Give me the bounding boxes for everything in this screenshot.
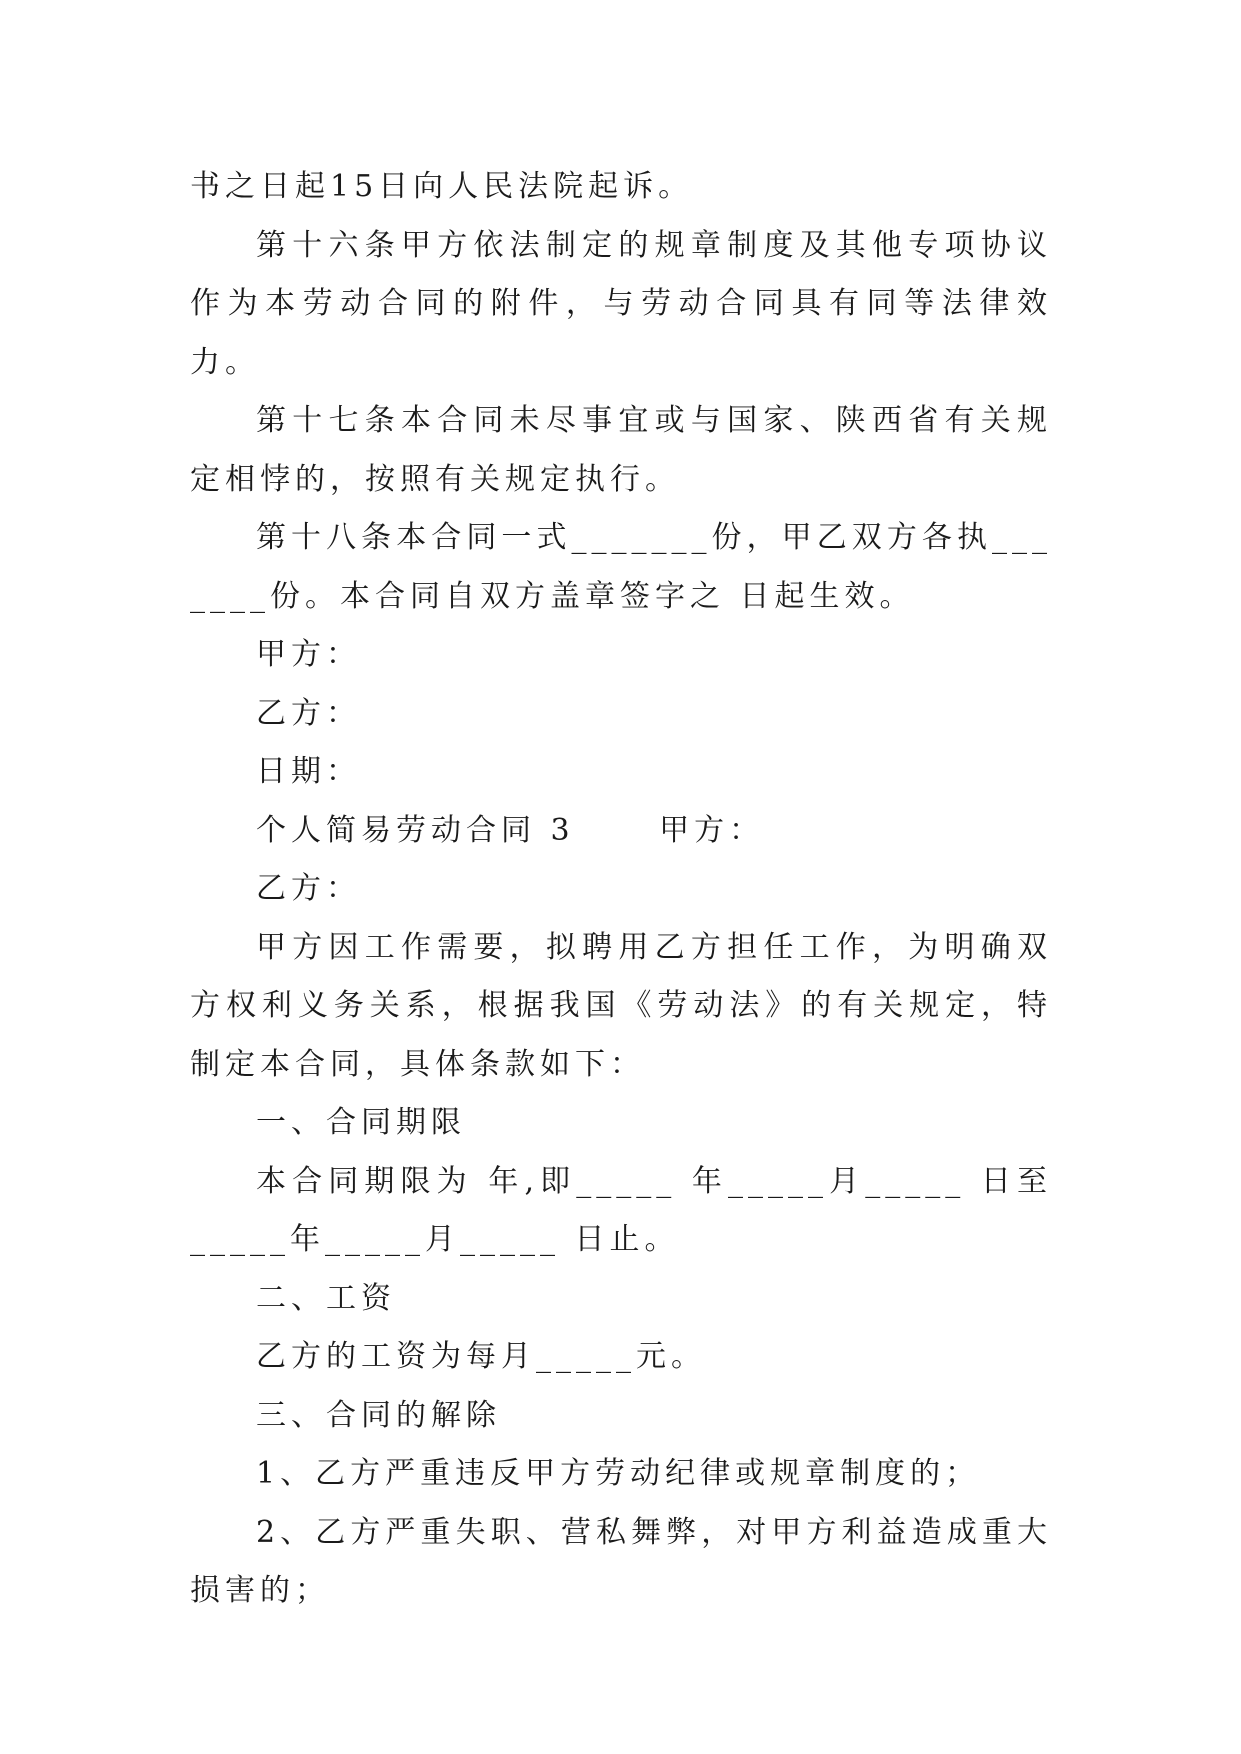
date-label: 日期： bbox=[256, 754, 361, 789]
paragraph: 第十七条本合同未尽事宜或与国家、陕西省有关规定相悖的，按照有关规定执行。 bbox=[190, 403, 1052, 497]
clause-heading: 三、合同的解除 bbox=[256, 1397, 501, 1433]
document-body bbox=[190, 158, 1052, 1621]
party-b-label: 乙方： bbox=[256, 695, 361, 731]
clause-heading: 二、工资 bbox=[256, 1280, 396, 1316]
paragraph: 本合同期限为 年,即_____ 年_____月_____ 日至_____年_____月_____ 日止。 bbox=[190, 1163, 1052, 1257]
paragraph: 甲方因工作需要，拟聘用乙方担任工作，为明确双方权利义务关系，根据我国《劳动法》的有关规定，特制定本合同，具体条款如下： bbox=[190, 929, 1052, 1082]
clause-heading: 一、合同期限 bbox=[256, 1105, 466, 1140]
paragraph: 乙方的工资为每月_____元。 bbox=[256, 1339, 706, 1374]
paragraph: 书之日起15日向人民法院起诉。 bbox=[190, 169, 694, 204]
party-b-label: 乙方： bbox=[256, 871, 361, 906]
paragraph: 第十六条甲方依法制定的规章制度及其他专项协议作为本劳动合同的附件，与劳动合同具有同等法律效力。 bbox=[190, 227, 1052, 380]
section-title: 个人简易劳动合同 3 甲方： bbox=[256, 812, 765, 848]
paragraph: 第十八条本合同一式_______份，甲乙双方各执_______份。本合同自双方盖章签字之 日起生效。 bbox=[190, 520, 1052, 614]
list-item: 1、乙方严重违反甲方劳动纪律或规章制度的； bbox=[256, 1456, 981, 1491]
party-a-label: 甲方： bbox=[256, 637, 361, 672]
list-item: 2、乙方严重失职、营私舞弊，对甲方利益造成重大损害的； bbox=[190, 1514, 1052, 1608]
